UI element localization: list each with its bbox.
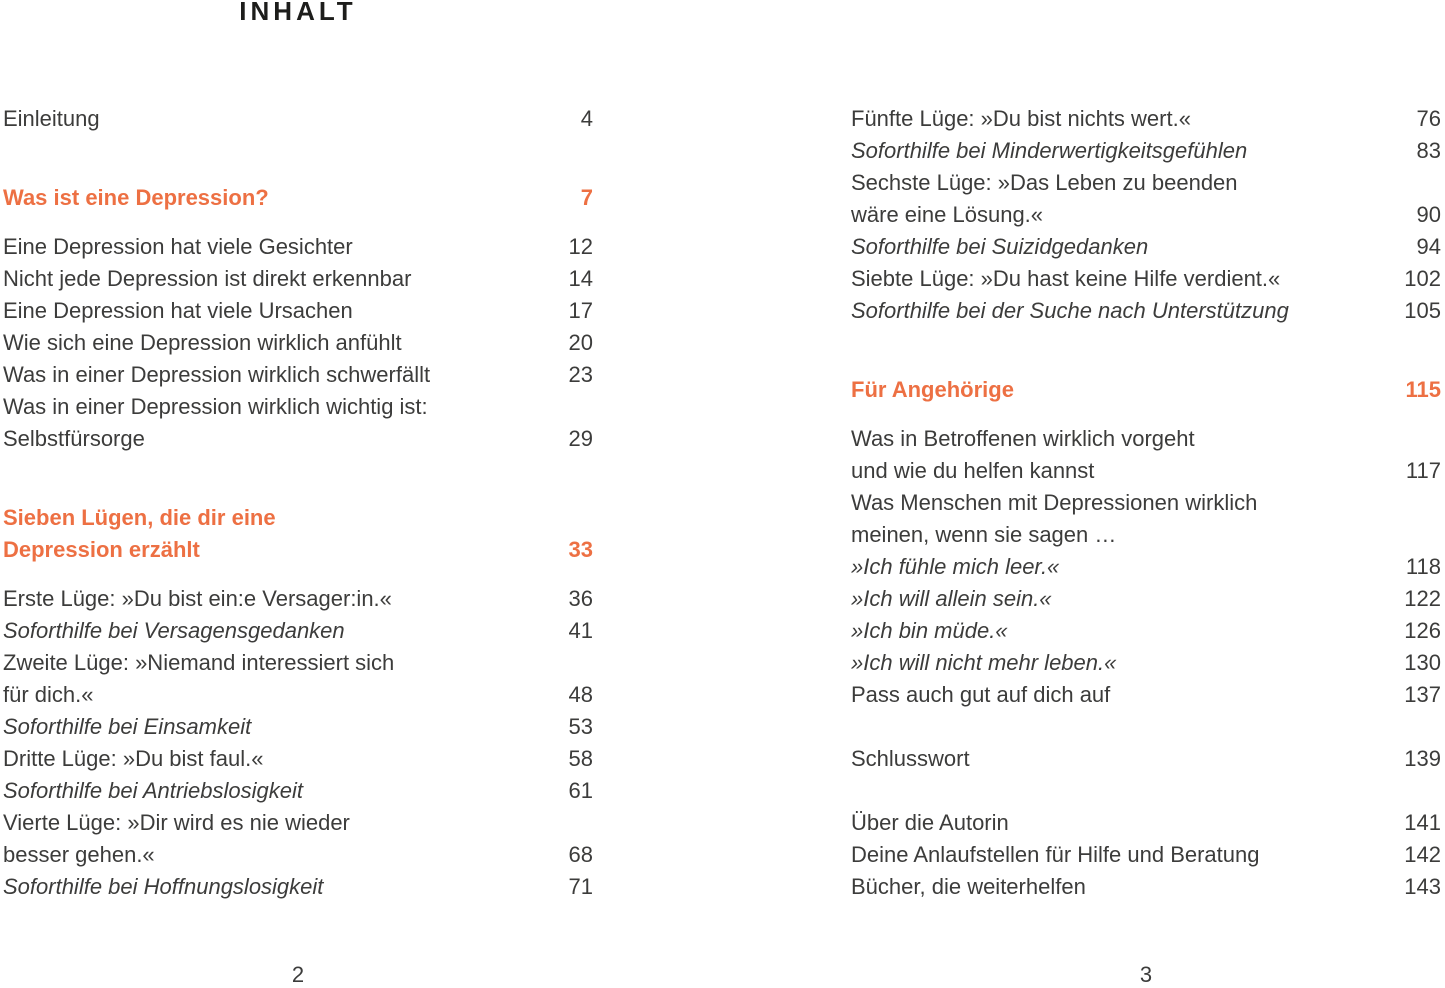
toc-section-heading — [3, 534, 593, 566]
toc-entry — [3, 679, 593, 711]
toc-entry-page: 23 — [568, 362, 593, 387]
toc-entry — [851, 199, 1441, 231]
toc-entry-title: Was in einer Depression wirklich schwerfällt — [3, 362, 431, 387]
toc-entry-page: 115 — [1405, 377, 1441, 402]
toc-entry — [3, 295, 593, 327]
toc-entry — [851, 871, 1441, 903]
toc-entry — [851, 839, 1441, 871]
toc-entry-page: 4 — [580, 106, 593, 131]
toc-entry-title: Über die Autorin — [851, 810, 1009, 835]
toc-entry-title: Selbstfürsorge — [3, 426, 145, 451]
toc-entry-title: Soforthilfe bei Antriebslosigkeit — [3, 778, 304, 803]
page-number-left: 2 — [291, 962, 305, 987]
toc-entry-title: Schlusswort — [851, 746, 970, 771]
toc-entry — [3, 583, 593, 615]
toc-entry — [3, 711, 593, 743]
toc-entry — [851, 487, 1441, 519]
toc-entry-page: 83 — [1416, 138, 1441, 163]
toc-entry-page: 29 — [568, 426, 593, 451]
toc-entry — [851, 647, 1441, 679]
toc-entry-title: meinen, wenn sie sagen … — [851, 522, 1117, 547]
toc-entry-page: 71 — [568, 874, 593, 899]
toc-entry-page: 141 — [1404, 810, 1441, 835]
toc-entry-page: 36 — [568, 586, 593, 611]
toc-entry — [3, 327, 593, 359]
toc-entry-title: Was in einer Depression wirklich wichtig ist: — [3, 394, 428, 419]
toc-entry — [3, 647, 593, 679]
toc-entry-title: wäre eine Lösung.« — [851, 202, 1044, 227]
toc-section-heading — [3, 182, 593, 214]
toc-entry-title: Zweite Lüge: »Niemand interessiert sich — [3, 650, 395, 675]
toc-entry — [851, 455, 1441, 487]
toc-entry-page: 143 — [1404, 874, 1441, 899]
toc-entry — [3, 391, 593, 423]
toc-entry-title: Nicht jede Depression ist direkt erkennbar — [3, 266, 412, 291]
toc-entry-page: 118 — [1405, 554, 1441, 579]
toc-entry-title: Dritte Lüge: »Du bist faul.« — [3, 746, 264, 771]
toc-entry — [3, 839, 593, 871]
toc-entry-page: 17 — [568, 298, 593, 323]
toc-entry-page: 139 — [1404, 746, 1441, 771]
toc-entry — [851, 231, 1441, 263]
toc-entry-page: 58 — [568, 746, 593, 771]
toc-entry-title: besser gehen.« — [3, 842, 155, 867]
toc-entry-page: 12 — [568, 234, 593, 259]
toc-entry-title: »Ich bin müde.« — [851, 618, 1008, 643]
toc-entry-title: Soforthilfe bei Hoffnungslosigkeit — [3, 874, 324, 899]
toc-entry — [851, 679, 1441, 711]
toc-entry — [851, 583, 1441, 615]
toc-entry-page: 137 — [1404, 682, 1441, 707]
toc-entry — [3, 423, 593, 455]
toc-entry-title: »Ich fühle mich leer.« — [851, 554, 1060, 579]
toc-entry-page: 126 — [1404, 618, 1441, 643]
toc-entry-page: 102 — [1404, 266, 1441, 291]
toc-entry-title: Eine Depression hat viele Ursachen — [3, 298, 353, 323]
toc-entry-title: Depression erzählt — [3, 537, 200, 562]
toc-entry-page: 76 — [1416, 106, 1441, 131]
toc-entry-title: Erste Lüge: »Du bist ein:e Versager:in.« — [3, 586, 392, 611]
toc-entry — [3, 231, 593, 263]
toc-entry-title: Soforthilfe bei Suizidgedanken — [851, 234, 1149, 259]
toc-entry-title: Soforthilfe bei der Suche nach Unterstützung — [851, 298, 1289, 323]
toc-entry — [851, 807, 1441, 839]
toc-entry-title: Sechste Lüge: »Das Leben zu beenden — [851, 170, 1238, 195]
toc-entry — [851, 167, 1441, 199]
toc-entry — [851, 551, 1441, 583]
toc-entry-title: Was ist eine Depression? — [3, 185, 269, 210]
toc-entry-title: »Ich will nicht mehr leben.« — [851, 650, 1117, 675]
toc-entry-title: Pass auch gut auf dich auf — [851, 682, 1111, 707]
toc-entry — [3, 263, 593, 295]
toc-entry-page: 94 — [1416, 234, 1441, 259]
toc-entry-title: Soforthilfe bei Minderwertigkeitsgefühlen — [851, 138, 1248, 163]
toc-entry-title: Wie sich eine Depression wirklich anfühlt — [3, 330, 402, 355]
toc-entry — [851, 519, 1441, 551]
toc-entry-title: Sieben Lügen, die dir eine — [3, 505, 276, 530]
page-title: INHALT — [239, 0, 357, 26]
toc-entry-title: Soforthilfe bei Einsamkeit — [3, 714, 252, 739]
toc-entry-page: 14 — [568, 266, 593, 291]
toc-entry — [3, 807, 593, 839]
toc-entry-page: 117 — [1405, 458, 1441, 483]
toc-entry-page: 61 — [568, 778, 593, 803]
toc-entry-page: 7 — [580, 185, 593, 210]
toc-entry — [851, 135, 1441, 167]
toc-entry-page: 48 — [568, 682, 593, 707]
toc-section-heading — [3, 502, 593, 534]
page-number-right: 3 — [1139, 962, 1153, 987]
toc-entry-title: Für Angehörige — [851, 377, 1014, 402]
toc-entry-page: 53 — [568, 714, 593, 739]
toc-entry — [3, 615, 593, 647]
toc-column-right — [851, 103, 1441, 903]
toc-entry — [3, 359, 593, 391]
toc-entry — [851, 615, 1441, 647]
toc-entry-title: Einleitung — [3, 106, 100, 131]
toc-entry-title: »Ich will allein sein.« — [851, 586, 1052, 611]
toc-entry-title: und wie du helfen kannst — [851, 458, 1095, 483]
toc-entry-page: 130 — [1404, 650, 1441, 675]
toc-entry-title: Siebte Lüge: »Du hast keine Hilfe verdient.« — [851, 266, 1281, 291]
toc-entry-title: Was in Betroffenen wirklich vorgeht — [851, 426, 1195, 451]
toc-entry-page: 90 — [1416, 202, 1441, 227]
toc-entry — [3, 743, 593, 775]
toc-entry-page: 68 — [568, 842, 593, 867]
toc-entry — [851, 743, 1441, 775]
toc-entry-title: für dich.« — [3, 682, 94, 707]
toc-entry — [851, 263, 1441, 295]
toc-entry-page: 20 — [568, 330, 593, 355]
toc-entry-page: 41 — [568, 618, 593, 643]
toc-entry-title: Fünfte Lüge: »Du bist nichts wert.« — [851, 106, 1191, 131]
toc-entry-title: Vierte Lüge: »Dir wird es nie wieder — [3, 810, 350, 835]
toc-entry-title: Soforthilfe bei Versagensgedanken — [3, 618, 345, 643]
toc-entry-title: Eine Depression hat viele Gesichter — [3, 234, 353, 259]
toc-entry-page: 105 — [1404, 298, 1441, 323]
toc-entry — [851, 295, 1441, 327]
toc-entry — [851, 423, 1441, 455]
toc-column-left — [3, 103, 593, 903]
toc-entry-page: 33 — [568, 537, 593, 562]
toc-entry — [3, 775, 593, 807]
toc-entry-title: Deine Anlaufstellen für Hilfe und Beratung — [851, 842, 1260, 867]
toc-entry-page: 122 — [1404, 586, 1441, 611]
toc-entry-title: Was Menschen mit Depressionen wirklich — [851, 490, 1258, 515]
toc-entry-title: Bücher, die weiterhelfen — [851, 874, 1086, 899]
toc-entry — [3, 871, 593, 903]
toc-entry — [3, 103, 593, 135]
toc-entry-page: 142 — [1404, 842, 1441, 867]
toc-entry — [851, 103, 1441, 135]
toc-section-heading — [851, 374, 1441, 406]
